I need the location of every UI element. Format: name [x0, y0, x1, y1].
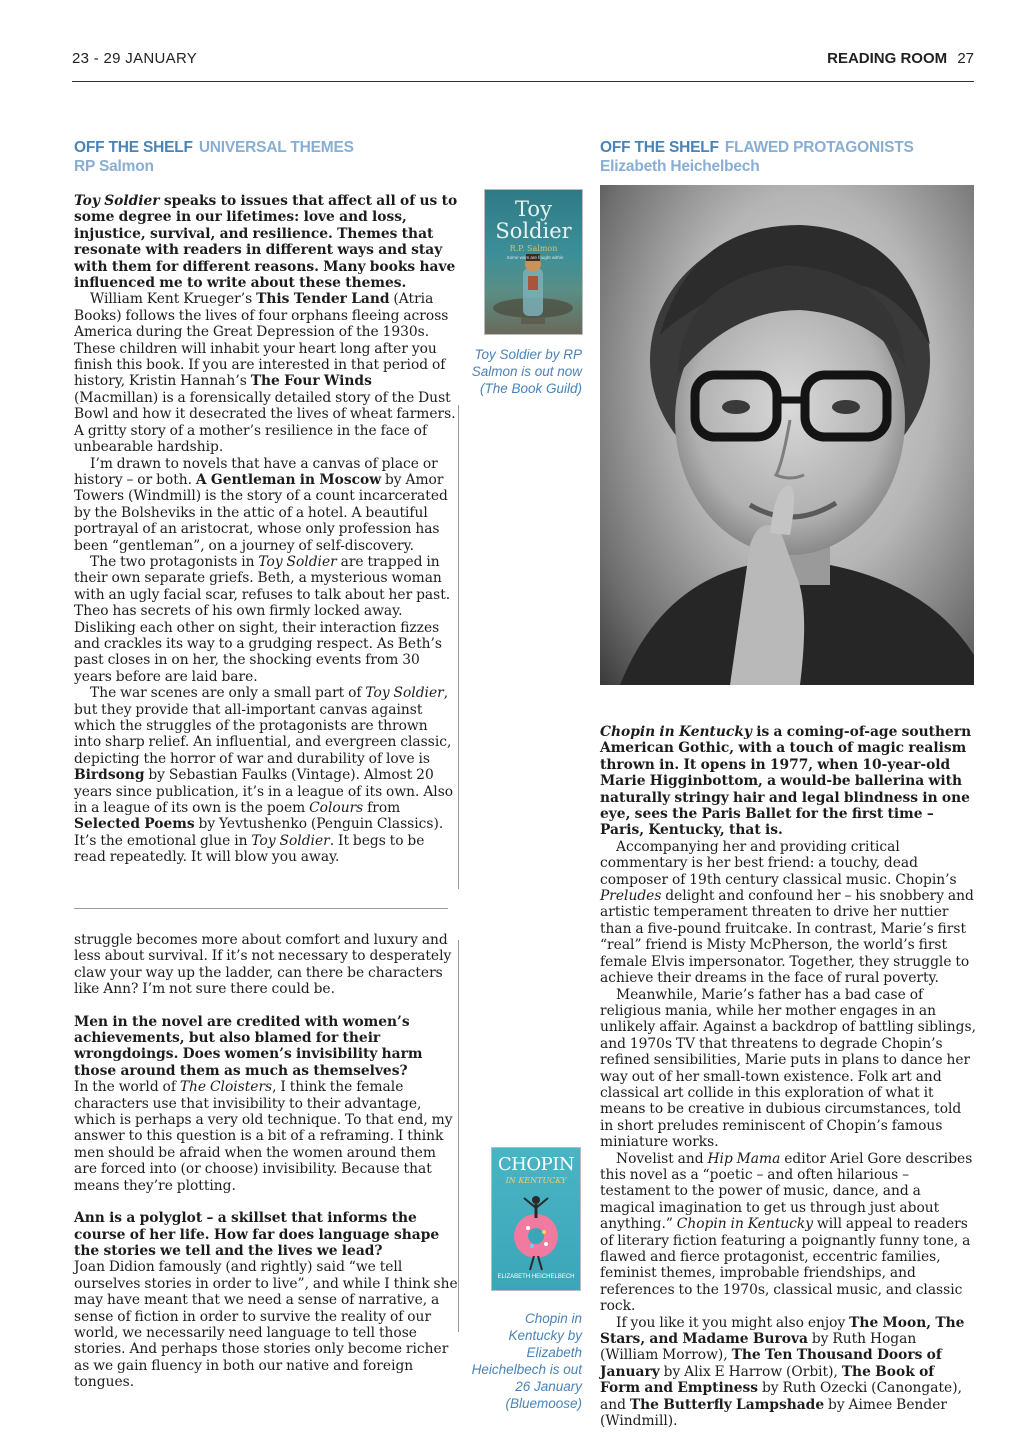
chopin-caption: Chopin in Kentucky by Elizabeth Heichelbech is out 26 January (Bluemoose)	[471, 1311, 582, 1411]
left-kicker-label: OFF THE SHELF	[74, 139, 193, 156]
column-divider	[458, 405, 459, 889]
right-article-author: Elizabeth Heichelbech	[600, 158, 760, 175]
interview-answer: In the world of The Cloisters, I think the female characters use that invisibility to their advantage, which is perhaps a very old technique. To that end, my answer to this question is a bit of a reframing. I think men should be afraid when the women around them are forced into (or choose) invisibility. Because that means they’re plotting.	[74, 1079, 453, 1194]
author-portrait-photo	[600, 185, 974, 685]
interview-body	[74, 932, 458, 1391]
interview-paragraph: struggle becomes more about comfort and luxury and less about survival. If it’s not necessary to desperately claw your way up the ladder, can there be characters like Ann? I’m not sure there could be.	[74, 932, 452, 998]
toy-soldier-cover-blurb: Some wars are fought within	[506, 255, 564, 260]
left-article-paragraph: William Kent Krueger’s This Tender Land (Atria Books) follows the lives of four orphans fleeing across America during the Great Depression of the 1930s. These children will inhabit your heart long after you finish this book. If you are interested in that period of history, Kristin Hannah’s The Four Winds (Macmillan) is a forensically detailed story of the Dust Bowl and how it desecrated the lives of wheat farmers. A gritty story of a mother’s resilience in the face of unbearable hardship.	[74, 291, 456, 456]
interview-question: Men in the novel are credited with women’s achievements, but also blamed for their wrongdoings. Does women’s invisibility harm those around them as much as themselves?	[74, 1013, 423, 1079]
toy-soldier-cover-author: R.P. Salmon	[509, 244, 558, 253]
right-article-paragraph: Accompanying her and providing critical commentary is her best friend: a touchy, dead composer of 19th century classical music. Chopin’s Preludes delight and confound her – his snobbery and artistic temperament threaten to drive her nuttier than a five-pound fruitcake. In contrast, Marie’s first “real” friend is Misty McPherson, the world’s first female Elvis impersonator. Together, they struggle to achieve their dreams in the face of rural poverty.	[600, 838, 974, 987]
section-header	[827, 50, 974, 67]
right-article-paragraph: Novelist and Hip Mama editor Ariel Gore describes this novel as a “poetic – and often hilarious – testament to the power of music, dance, and a magical imagination to get us through just about anything.” Chopin in Kentucky will appeal to readers of literary fiction featuring a poignantly funny tone, a flawed and fierce protagonist, eccentric families, feminist themes, improbable friendships, and references to the 1970s, classical music, and classic rock.	[600, 1150, 973, 1315]
chopin-cover-title: CHOPIN	[497, 1154, 575, 1175]
left-article-heading	[74, 138, 354, 176]
article-divider	[74, 908, 448, 909]
toy-soldier-caption: Toy Soldier by RP Salmon is out now (The Book Guild)	[471, 347, 582, 396]
right-kicker-topic: FLAWED PROTAGONISTS	[724, 139, 914, 156]
portrait-illustration	[600, 185, 974, 685]
left-article-body	[74, 193, 458, 866]
chopin-cover-art	[492, 1148, 580, 1290]
toy-soldier-book-cover	[485, 190, 582, 334]
issue-date: 23 - 29 JANUARY	[72, 50, 198, 67]
left-article-lead: Toy Soldier speaks to issues that affect all of us to some degree in our lifetimes: love and loss, injustice, survival, and resilience. Themes that resonate with readers in different ways and stay with them for different reasons. Many books have influenced me to write about these themes.	[74, 193, 458, 292]
right-article-paragraph: Meanwhile, Marie’s father has a bad case of religious mania, while her mother engages in an unlikely affair. Against a backdrop of battling siblings, and 1970s TV that threatens to degrade Chopin’s refined sensibilities, Marie puts in plans to dance her way out of her small-town existence. Folk art and classical art collide in this exploration of what it means to be creative in dubious circumstances, told in short preludes reminiscent of Chopin’s famous miniature works.	[600, 986, 976, 1151]
chopin-cover-author: ELIZABETH HEICHELBECH	[497, 1274, 575, 1280]
interview-answer: Joan Didion famously (and rightly) said “we tell ourselves stories in order to live”, and while I think she may have meant that we need a sense of narrative, a sense of fiction in order to survive the reality of our world, we necessarily need language to tell those stories. And perhaps those stories only become richer as we gain fluency in both our native and foreign tongues.	[74, 1259, 458, 1391]
left-article-paragraph: I’m drawn to novels that have a canvas of place or history – or both. A Gentleman in Moscow by Amor Towers (Windmill) is the story of a count incarcerated by the Bolsheviks in the attic of a hotel. A beautiful portrayal of an aristocrat, whose only profession has been “gentleman”, on a journey of self-discovery.	[74, 455, 448, 554]
toy-soldier-cover-title: Toy Soldier	[495, 197, 572, 243]
left-article-paragraph: The two protagonists in Toy Soldier are trapped in their own separate griefs. Beth, a mysterious woman with an ugly facial scar, refuses to talk about her past. Theo has secrets of his own firmly locked away. Disliking each other on sight, their interaction fizzes and crackles its way to a grudging respect. As Beth’s past closes in on her, the shocking events from 30 years before are laid bare.	[74, 553, 451, 685]
left-article-author: RP Salmon	[74, 158, 154, 175]
chopin-book-cover	[492, 1148, 580, 1290]
right-article-paragraph: If you like it you might also enjoy The Moon, The Stars, and Madame Burova by Ruth Hogan (William Morrow), The Ten Thousand Doors of January by Alix E Harrow (Orbit), The Book of Form and Emptiness by Ruth Ozecki (Canongate), and The Butterfly Lampshade by Aimee Bender (Windmill).	[600, 1314, 965, 1430]
header-divider	[72, 81, 974, 82]
right-article-body	[600, 724, 978, 1429]
left-article-paragraph: The war scenes are only a small part of Toy Soldier, but they provide that all-important canvas against which the struggles of the protagonists are thrown into sharp relief. An influential, and evergreen classic, depicting the horror of war and durability of love is Birdsong by Sebastian Faulks (Vintage). Almost 20 years since publication, it’s in a league of its own. Also in a league of its own is the poem Colours from Selected Poems by Yevtushenko (Penguin Classics). It’s the emotional glue in Toy Soldier. It begs to be read repeatedly. It will blow you away.	[74, 685, 454, 866]
right-article-lead: Chopin in Kentucky is a coming-of-age southern American Gothic, with a touch of magic realism thrown in. It opens in 1977, when 10-year-old Marie Higginbottom, a would-be ballerina with naturally stringy hair and legal blindness in one eye, sees the Paris Ballet for the first time – Paris, Kentucky, that is.	[600, 724, 972, 839]
column-divider-bottom	[458, 940, 459, 1332]
left-kicker-topic: UNIVERSAL THEMES	[198, 139, 354, 156]
section-title: READING ROOM	[827, 50, 948, 67]
right-kicker-label: OFF THE SHELF	[600, 139, 719, 156]
chopin-cover-subtitle: IN KENTUCKY	[505, 1176, 567, 1185]
right-article-heading	[600, 138, 914, 176]
interview-question: Ann is a polyglot – a skillset that informs the course of her life. How far does language shape the stories we tell and the lives we lead?	[74, 1210, 440, 1259]
page-number: 27	[957, 50, 974, 67]
